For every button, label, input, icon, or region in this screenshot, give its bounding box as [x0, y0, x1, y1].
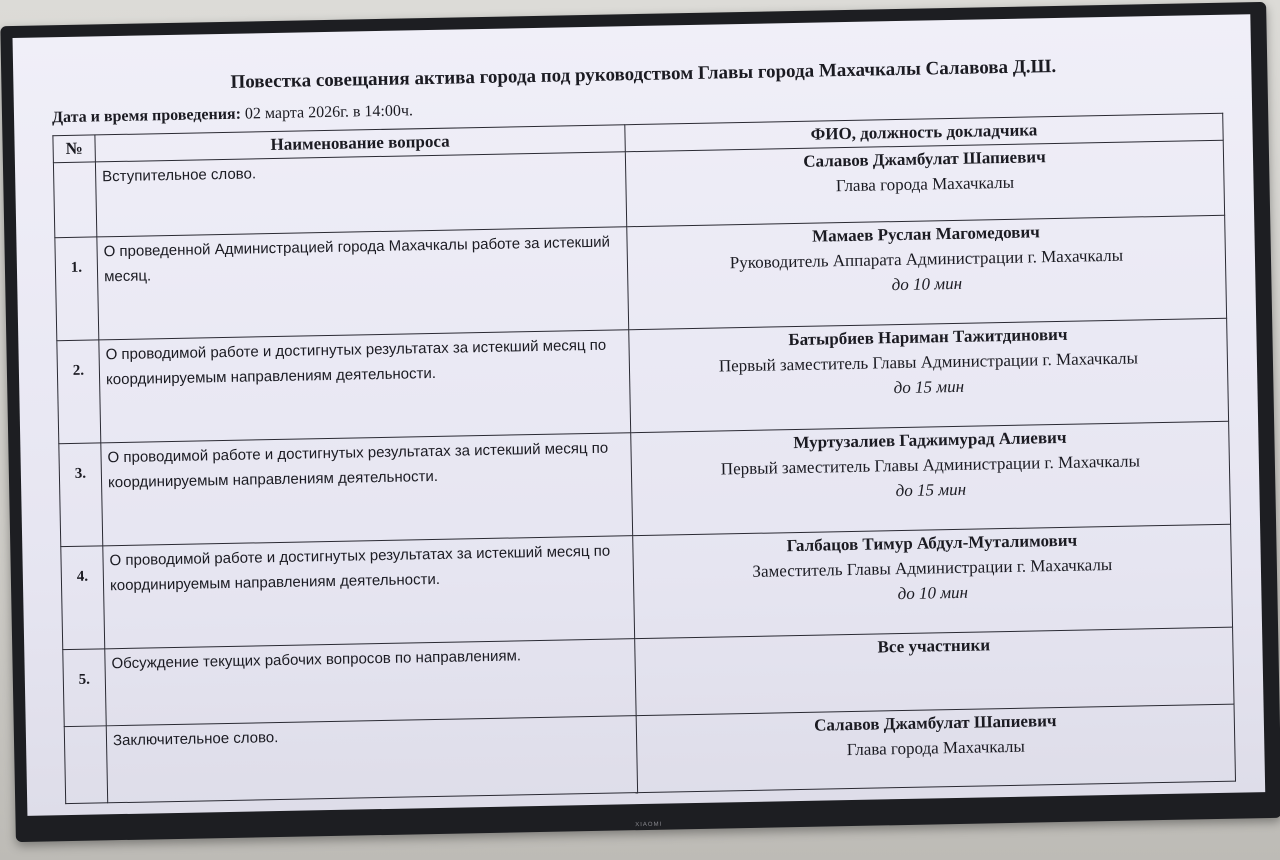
document-title: Повестка совещания актива города под руководством Главы города Махачкалы Салавова Д.Ш.: [230, 55, 1057, 93]
row-num: [64, 726, 107, 804]
row-topic: О проведенной Администрацией города Махачкалы работе за истекший месяц.: [97, 227, 629, 340]
row-topic: О проводимой работе и достигнутых результатах за истекший месяц по координируемым направлениям деятельности.: [103, 536, 635, 649]
row-speaker: [633, 524, 1233, 638]
row-num: 1.: [55, 237, 99, 341]
meta-label: Дата и время проведения:: [51, 105, 242, 127]
speaker-name: Салавов Джамбулат Шапиевич: [813, 711, 1057, 735]
row-topic: О проводимой работе и достигнутых результатах за истекший месяц по координируемым направлениям деятельности.: [101, 433, 633, 546]
row-speaker: [629, 318, 1229, 432]
speaker-name: Галбацов Тимур Абдул-Муталимович: [786, 530, 1078, 556]
row-speaker: [627, 215, 1227, 329]
speaker-role: Глава города Махачкалы: [846, 736, 1026, 760]
speaker-role: Заместитель Главы Администрации г. Махачкалы: [752, 554, 1113, 581]
row-topic: Вступительное слово.: [95, 152, 626, 237]
agenda-table: [52, 113, 1236, 804]
speaker-time: до 10 мин: [897, 582, 969, 604]
speaker-name: Мамаев Руслан Магомедович: [811, 222, 1040, 246]
tv-brand-logo: XIAOMI: [635, 821, 663, 829]
speaker-name: Муртузалиев Гаджимурад Алиевич: [793, 427, 1067, 453]
speaker-name: Батырбиев Нариман Тажитдинович: [788, 324, 1068, 350]
speaker-role: Первый заместитель Главы Администрации г. Махачкалы: [718, 348, 1139, 376]
speaker-role: Первый заместитель Главы Администрации г. Махачкалы: [720, 451, 1141, 479]
row-topic: Обсуждение текущих рабочих вопросов по направлениям.: [105, 639, 636, 726]
row-num: 5.: [63, 649, 106, 727]
row-topic: О проводимой работе и достигнутых результатах за истекший месяц по координируемым направлениям деятельности.: [99, 330, 631, 443]
tv-screen: [13, 14, 1266, 816]
row-num: 2.: [57, 340, 101, 444]
header-speaker: ФИО, должность докладчика: [625, 113, 1223, 151]
row-speaker: [635, 627, 1234, 715]
row-topic: Заключительное слово.: [106, 716, 637, 803]
speaker-time: до 15 мин: [895, 479, 967, 501]
document-meta: [52, 102, 413, 127]
speaker-name: Салавов Джамбулат Шапиевич: [803, 147, 1046, 171]
header-topic: Наименование вопроса: [95, 125, 625, 162]
speaker-time: до 15 мин: [893, 376, 965, 398]
row-speaker: [631, 421, 1231, 535]
speaker-time: до 10 мин: [891, 273, 963, 295]
tv-bezel: [0, 2, 1280, 842]
meta-value: 02 марта 2026г. в 14:00ч.: [244, 102, 414, 123]
row-num: [53, 162, 96, 238]
row-num: 3.: [59, 443, 103, 547]
speaker-name: Все участники: [877, 635, 991, 657]
speaker-role: Руководитель Аппарата Администрации г. Махачкалы: [729, 245, 1124, 273]
row-speaker: [625, 140, 1224, 226]
header-num: №: [53, 135, 96, 163]
row-speaker: [636, 704, 1235, 792]
speaker-role: Глава города Махачкалы: [835, 172, 1015, 196]
row-num: 4.: [61, 546, 105, 650]
